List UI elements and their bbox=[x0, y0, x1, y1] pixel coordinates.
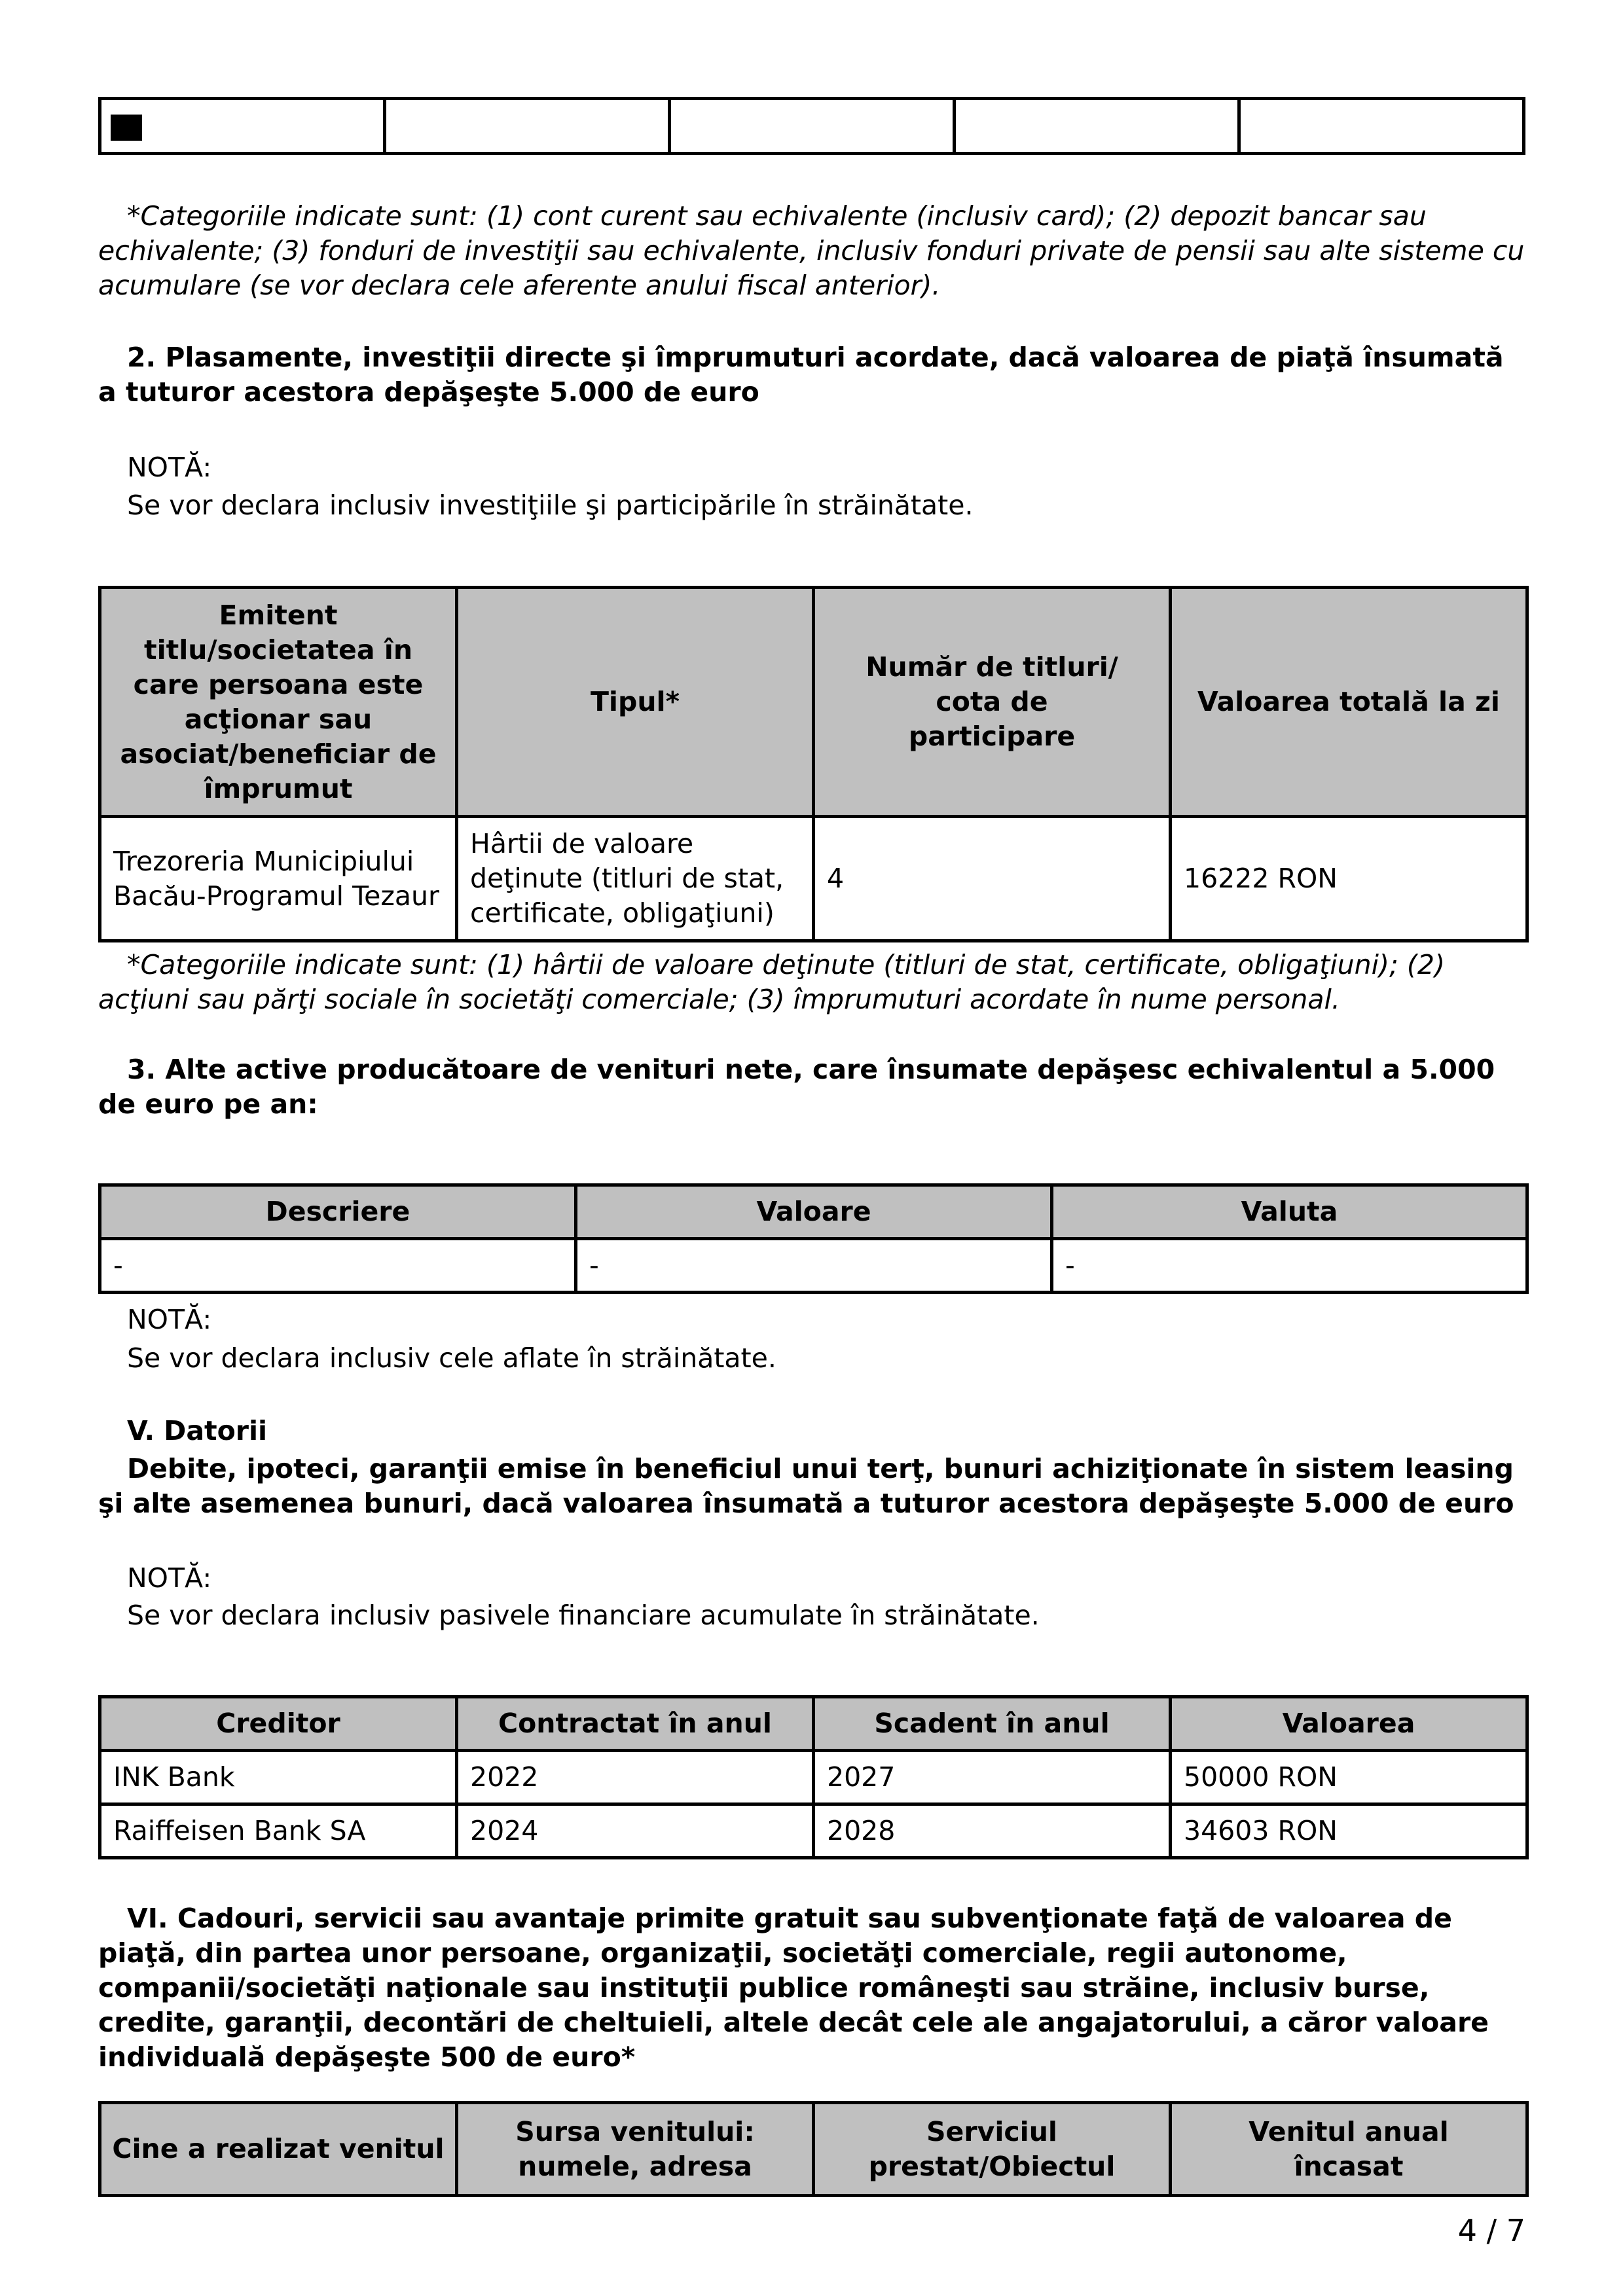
investments-footnote: *Categoriile indicate sunt: (1) hârtii de valoare deţinute (titluri de stat, certificate, obligaţiuni); (2) acţiuni sau părţi sociale în societăţi comerciale; (3) împrumuturi acordate în nume personal. bbox=[98, 949, 1445, 1015]
table-cell bbox=[100, 99, 385, 154]
filled-square-marker bbox=[111, 115, 142, 141]
section-v-title: V. Datorii bbox=[127, 1415, 268, 1446]
table-cell: 2022 bbox=[457, 1751, 814, 1804]
page-number: 4 / 7 bbox=[1457, 2213, 1525, 2248]
column-header-annual-income: Venitul anual încasat bbox=[1171, 2103, 1527, 2196]
section-v-heading: Debite, ipoteci, garanţii emise în beneficiul unui terţ, bunuri achiziţionate în sistem leasing şi alte asemenea bunuri, dacă valoarea însumată a tuturor acestora depăşeşte 5.000 de euro bbox=[98, 1453, 1514, 1519]
column-header-share-count: Număr de titluri/ cota de participare bbox=[814, 588, 1171, 817]
nota-label: NOTĂ: bbox=[127, 1304, 212, 1335]
table-header-row bbox=[100, 1185, 1527, 1239]
gifts-table bbox=[98, 2101, 1529, 2197]
categories-footnote: *Categoriile indicate sunt: (1) cont curent sau echivalente (inclusiv card); (2) depozit bancar sau echivalente; (3) fonduri de investiţii sau echivalente, inclusiv fonduri private de pensii sau alte sisteme cu acumulare (se vor declara cele aferente anului fiscal anterior). bbox=[98, 200, 1525, 301]
column-header-contracted-year: Contractat în anul bbox=[457, 1697, 814, 1751]
section-3-heading: 3. Alte active producătoare de venituri nete, care însumate depăşesc echivalentul a 5.000 de euro pe an: bbox=[98, 1054, 1495, 1120]
table-cell: 34603 RON bbox=[1171, 1804, 1527, 1858]
table-cell: - bbox=[100, 1239, 576, 1293]
document-page bbox=[98, 0, 1525, 2296]
table-cell bbox=[1239, 99, 1524, 154]
continuation-table bbox=[98, 97, 1525, 155]
column-header-type: Tipul* bbox=[457, 588, 814, 817]
nota-text: Se vor declara inclusiv investiţiile şi participările în străinătate. bbox=[127, 490, 974, 521]
table-cell: - bbox=[1052, 1239, 1527, 1293]
column-header-value: Valoare bbox=[576, 1185, 1052, 1239]
nota-label: NOTĂ: bbox=[127, 1562, 212, 1594]
column-header-issuer: Emitent titlu/societatea în care persoana este acţionar sau asociat/beneficiar de împrumut bbox=[100, 588, 457, 817]
table-row bbox=[100, 1239, 1527, 1293]
table-cell: 2028 bbox=[814, 1804, 1171, 1858]
table-cell: Raiffeisen Bank SA bbox=[100, 1804, 457, 1858]
other-assets-table bbox=[98, 1183, 1529, 1294]
investments-table bbox=[98, 586, 1529, 942]
section-2-heading: 2. Plasamente, investiţii directe şi împrumuturi acordate, dacă valoarea de piaţă însumată a tuturor acestora depăşeşte 5.000 de euro bbox=[98, 342, 1504, 408]
column-header-due-year: Scadent în anul bbox=[814, 1697, 1171, 1751]
column-header-creditor: Creditor bbox=[100, 1697, 457, 1751]
nota-text: Se vor declara inclusiv cele aflate în străinătate. bbox=[127, 1342, 776, 1374]
table-cell bbox=[670, 99, 955, 154]
table-cell: 16222 RON bbox=[1171, 817, 1527, 941]
debts-table bbox=[98, 1695, 1529, 1859]
table-cell: Hârtii de valoare deţinute (titluri de stat, certificate, obligaţiuni) bbox=[457, 817, 814, 941]
table-header-row bbox=[100, 588, 1527, 817]
column-header-recipient: Cine a realizat venitul bbox=[100, 2103, 457, 2196]
nota-label: NOTĂ: bbox=[127, 452, 212, 483]
table-cell: 4 bbox=[814, 817, 1171, 941]
table-cell bbox=[955, 99, 1239, 154]
column-header-amount: Valoarea bbox=[1171, 1697, 1527, 1751]
table-row bbox=[100, 99, 1524, 154]
table-row bbox=[100, 817, 1527, 941]
table-header-row bbox=[100, 2103, 1527, 2196]
nota-text: Se vor declara inclusiv pasivele financiare acumulate în străinătate. bbox=[127, 1600, 1040, 1631]
table-row bbox=[100, 1751, 1527, 1804]
column-header-description: Descriere bbox=[100, 1185, 576, 1239]
column-header-currency: Valuta bbox=[1052, 1185, 1527, 1239]
column-header-total-value: Valoarea totală la zi bbox=[1171, 588, 1527, 817]
table-cell: - bbox=[576, 1239, 1052, 1293]
column-header-service: Serviciul prestat/Obiectul bbox=[814, 2103, 1171, 2196]
table-cell: INK Bank bbox=[100, 1751, 457, 1804]
table-cell bbox=[385, 99, 670, 154]
table-header-row bbox=[100, 1697, 1527, 1751]
table-cell: 2027 bbox=[814, 1751, 1171, 1804]
table-cell: 2024 bbox=[457, 1804, 814, 1858]
table-row bbox=[100, 1804, 1527, 1858]
table-cell: Trezoreria Municipiului Bacău-Programul Tezaur bbox=[100, 817, 457, 941]
section-vi-heading: VI. Cadouri, servicii sau avantaje primite gratuit sau subvenţionate faţă de valoarea de piaţă, din partea unor persoane, organizaţii, societăţi comerciale, regii autonome, companii/societăţi naţionale sau instituţii publice româneşti sau străine, inclusiv burse, credite, garanţii, decontări de cheltuieli, altele decât cele ale angajatorului, a căror valoare individuală depăşeşte 500 de euro* bbox=[98, 1903, 1489, 2073]
column-header-income-source: Sursa venitului: numele, adresa bbox=[457, 2103, 814, 2196]
table-cell: 50000 RON bbox=[1171, 1751, 1527, 1804]
